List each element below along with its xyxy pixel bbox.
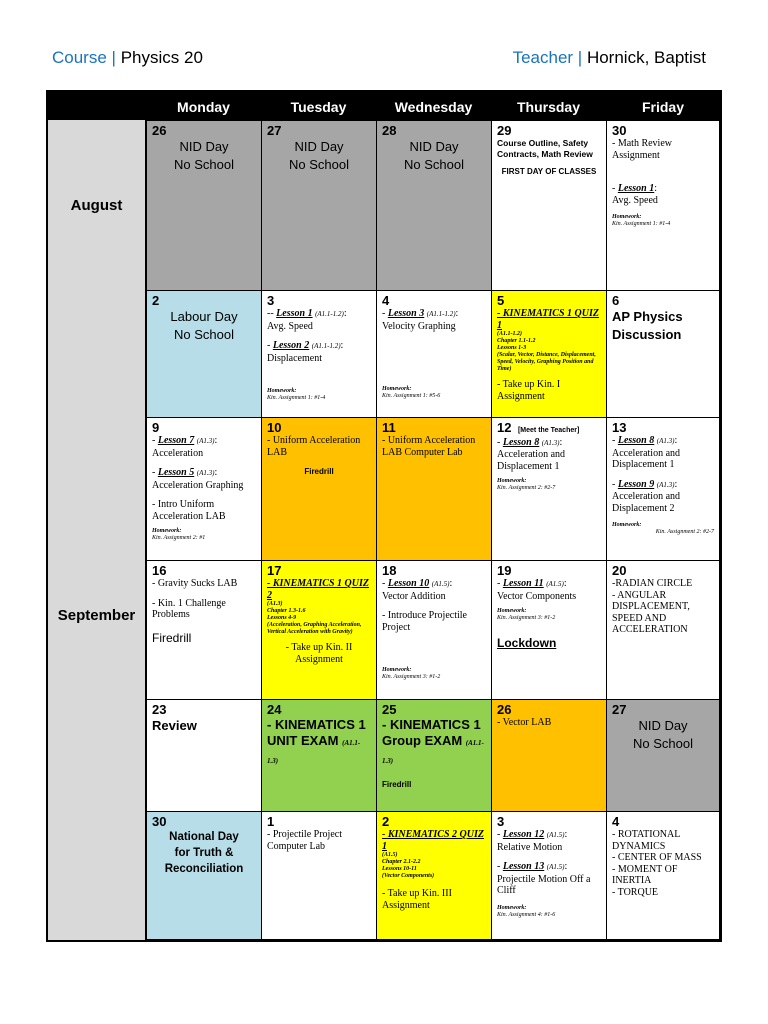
cell-sep-11	[376, 417, 492, 561]
cell-text: Reconciliation	[164, 863, 244, 875]
cell-sep-25	[376, 699, 492, 812]
lesson-label: Lesson 3	[387, 308, 425, 319]
cell-sep-24	[261, 699, 377, 812]
cell-oct-4	[606, 811, 720, 940]
day-number: 20	[612, 563, 627, 578]
lesson-label: Lesson 13	[502, 861, 545, 872]
course-key: Course	[52, 48, 107, 67]
ref-text: (A1.3)	[196, 437, 215, 445]
homework-label: Homework:	[382, 386, 412, 392]
course-value: Physics 20	[120, 48, 203, 67]
cell-text: - TORQUE	[612, 886, 659, 898]
day-number: 1	[267, 814, 275, 829]
cell-aug-26	[146, 120, 262, 291]
day-number: 11	[382, 420, 396, 435]
exam-title: - KINEMATICS 1 UNIT EXAM	[267, 717, 366, 748]
day-number: 12	[497, 420, 512, 435]
day-number: 2	[382, 814, 390, 829]
day-number: 26	[497, 702, 512, 717]
quiz-title: - KINEMATICS 1 QUIZ 2	[267, 578, 369, 601]
cell-text: NID Day	[179, 139, 229, 154]
cell-text: - CENTER OF MASS	[612, 852, 702, 863]
lesson-label: Lesson 10	[387, 578, 430, 589]
homework-label: Homework:	[497, 608, 527, 614]
quiz-title: - KINEMATICS 1 QUIZ 1	[497, 308, 599, 331]
cell-sep-10	[261, 417, 377, 561]
cell-text: NID Day	[638, 718, 688, 733]
homework-text: Kin. Assignment 3: #1-2	[497, 615, 556, 621]
day-thursday: Thursday	[516, 99, 580, 115]
day-number: 19	[497, 563, 512, 578]
cell-aug-30	[606, 120, 720, 291]
cell-sep-2	[146, 290, 262, 418]
cell-sep-23	[146, 699, 262, 812]
ref-text: (A1.5)	[546, 863, 565, 871]
cell-text: Acceleration	[152, 447, 204, 459]
ref-text: (A1.5)	[431, 580, 450, 588]
day-number: 5	[497, 293, 505, 308]
meet-teacher-note: [Meet the Teacher]	[517, 427, 580, 434]
cell-sep-27	[606, 699, 720, 812]
cell-text: AP Physics	[612, 309, 683, 324]
cell-text: No School	[174, 327, 234, 342]
cell-aug-29	[491, 120, 607, 291]
ref-text: (A1.3)	[267, 601, 283, 607]
cell-text: Acceleration Graphing	[152, 479, 244, 491]
cell-sep-12: 12 [Meet the Teacher] - Lesson 8 (A1.3): Acceleration and Displacement 1 Homework: Kin. Assignment 2: #2-7	[491, 417, 607, 561]
lesson-label: Lesson 1	[276, 308, 313, 319]
homework-text: Kin. Assignment 1: #1-4	[612, 221, 671, 227]
cell-text: Displacement	[267, 352, 322, 364]
cell-text: Acceleration and Displacement 1	[497, 449, 566, 472]
cell-oct-3: 3 - Lesson 12 (A1.5): Relative Motion - Lesson 13 (A1.5): Projectile Motion Off a Cliff Homework: Kin. Assignment 4: #1-6	[491, 811, 607, 940]
cell-sep-17	[261, 560, 377, 700]
homework-label: Homework:	[152, 528, 182, 534]
lesson-line: - Lesson 1:	[612, 183, 658, 194]
first-day-note: FIRST DAY OF CLASSES	[501, 167, 597, 176]
homework-label: Homework:	[612, 522, 642, 528]
cell-text: - Uniform Acceleration LAB Computer Lab	[382, 435, 476, 458]
day-number: 30	[152, 814, 167, 829]
day-number: 9	[152, 420, 160, 435]
cell-text: Relative Motion	[497, 841, 563, 853]
day-number: 10	[267, 420, 282, 435]
cell-text: No School	[174, 157, 234, 172]
cell-sep-13: 13 - Lesson 8 (A1.3): Acceleration and Displacement 1 - Lesson 9 (A1.3): Acceleration and Displacement 2 Homework: Kin. Assignment 2: #2-7	[606, 417, 720, 561]
lesson-label: Lesson 8	[617, 435, 655, 446]
cell-text: Projectile Motion Off a Cliff	[497, 873, 591, 896]
cell-text: No School	[289, 157, 349, 172]
cell-text: - Projectile Project Computer Lab	[267, 829, 342, 852]
day-number: 2	[152, 293, 160, 308]
cell-text: Acceleration and Displacement 2	[612, 491, 681, 514]
cell-text: National Day	[169, 831, 239, 843]
day-friday: Friday	[641, 99, 684, 115]
day-number: 29	[497, 123, 512, 138]
day-number: 27	[267, 123, 282, 138]
cell-text: No School	[633, 736, 693, 751]
calendar-grid	[46, 90, 722, 942]
cell-sep-3: 3 -- Lesson 1 (A1.1-1.2): Avg. Speed - Lesson 2 (A1.1-1.2): Displacement Homework: Kin. Assignment 1: #1-4	[261, 290, 377, 418]
ref-text: (A1.1-1.3)	[267, 739, 361, 765]
lessons-text: Lessons 4-9	[267, 615, 297, 621]
ref-text: (A1.3)	[196, 469, 215, 477]
cell-text: Avg. Speed	[612, 194, 658, 206]
day-number: 13	[612, 420, 627, 435]
day-number: 28	[382, 123, 397, 138]
teacher-key: Teacher	[512, 48, 574, 67]
day-number: 23	[152, 702, 167, 717]
homework-label: Homework:	[612, 214, 642, 220]
cell-sep-6	[606, 290, 720, 418]
ref-text: (A1.1-1.2)	[497, 331, 522, 337]
lesson-label: Lesson 8	[502, 436, 540, 448]
cell-text: - Introduce Projectile Project	[382, 610, 467, 633]
cell-text: Velocity Graphing	[382, 320, 456, 332]
cell-oct-1	[261, 811, 377, 940]
cell-text: - ANGULAR DISPLACEMENT, SPEED AND ACCELERATION	[612, 589, 690, 635]
firedrill-note: Firedrill	[304, 467, 334, 476]
cell-text: - Kin. 1 Challenge Problems	[152, 597, 226, 620]
cell-sep-18: 18 - Lesson 10 (A1.5): Vector Addition - Introduce Projectile Project Homework: Kin. Assignment 3: #1-2	[376, 560, 492, 700]
ref-text: (A1.5)	[546, 580, 564, 588]
course-header	[52, 48, 203, 68]
cell-text: -RADIAN CIRCLE	[612, 578, 693, 589]
day-number: 18	[382, 563, 397, 578]
ref-text: (A1.5)	[546, 831, 565, 839]
day-number: 3	[267, 293, 275, 308]
ref-text: (A1.1-1.2)	[311, 342, 341, 350]
cell-aug-27	[261, 120, 377, 291]
cell-text: Review	[152, 718, 197, 733]
firedrill-note: Firedrill	[382, 780, 412, 789]
cell-text: - Math Review Assignment	[612, 138, 672, 161]
homework-label: Homework:	[267, 388, 297, 394]
day-number: 25	[382, 702, 397, 717]
homework-label: Homework:	[382, 667, 412, 673]
cell-text: - Take up Kin. III Assignment	[382, 888, 452, 911]
cell-sep-4: 4 - Lesson 3 (A1.1-1.2): Velocity Graphing Homework: Kin. Assignment 1: #5-6	[376, 290, 492, 418]
cell-text: - Intro Uniform Acceleration LAB	[152, 499, 226, 522]
exam-title: - KINEMATICS 1 Group EXAM	[382, 717, 481, 748]
ref-text: (A1.1-1.2)	[315, 310, 344, 318]
teacher-sep: |	[577, 48, 583, 67]
day-number: 6	[612, 293, 620, 308]
homework-label: Homework:	[497, 478, 527, 484]
cell-text: Course Outline, Safety Contracts, Math Review	[497, 138, 593, 159]
homework-text: Kin. Assignment 2: #2-7	[497, 485, 556, 491]
cell-sep-20	[606, 560, 720, 700]
cell-text: Labour Day	[170, 309, 238, 324]
lesson-label: Lesson 5	[157, 467, 195, 478]
day-number: 4	[612, 814, 620, 829]
cell-sep-19: 19 - Lesson 11 (A1.5): Vector Components Homework: Kin. Assignment 3: #1-2 Lockdown	[491, 560, 607, 700]
chapter-text: Chapter 1.3-1.6	[267, 608, 306, 614]
cell-text: for Truth &	[174, 847, 234, 859]
day-tuesday: Tuesday	[290, 99, 347, 115]
day-number: 4	[382, 293, 390, 308]
ref-text: (A1.3)	[541, 438, 560, 447]
homework-text: Kin. Assignment 1: #1-4	[267, 395, 326, 401]
cell-text: - Take up Kin. I Assignment	[497, 379, 561, 402]
ref-text: (A1.1-1.3)	[382, 739, 484, 765]
cell-text: NID Day	[409, 139, 459, 154]
lesson-label: Lesson 11	[502, 578, 544, 589]
month-september: September	[48, 290, 146, 940]
cell-aug-28	[376, 120, 492, 291]
homework-text: Kin. Assignment 4: #1-6	[497, 911, 556, 918]
teacher-value: Hornick, Baptist	[586, 48, 706, 67]
cell-text: Avg. Speed	[267, 320, 313, 332]
firedrill-note: Firedrill	[152, 630, 192, 645]
lesson-label: Lesson 9	[617, 478, 655, 490]
cell-text: Vector Components	[497, 590, 577, 602]
month-august: August	[48, 120, 146, 290]
cell-text: - Vector LAB	[497, 717, 552, 728]
cell-sep-5	[491, 290, 607, 418]
lesson-label: Lesson 1	[617, 183, 655, 194]
day-monday: Monday	[177, 99, 230, 115]
cell-text: - Take up Kin. II Assignment	[285, 642, 353, 665]
day-number: 24	[267, 702, 282, 717]
lesson-label: Lesson 12	[502, 829, 545, 840]
cell-text: Acceleration and Displacement 1	[612, 447, 681, 470]
day-number: 3	[497, 814, 505, 829]
teacher-header	[513, 48, 706, 68]
cell-text: Vector Addition	[382, 590, 446, 602]
ref-text: (A1.1-1.2)	[426, 310, 456, 318]
topics-text: (Vector Components)	[382, 873, 435, 879]
homework-text: Kin. Assignment 2: #1	[152, 535, 206, 541]
cell-text: - Uniform Acceleration LAB	[267, 435, 361, 458]
ref-text: (A1.3)	[656, 480, 675, 489]
lesson-label: Lesson 7	[157, 435, 195, 446]
day-header-row	[48, 92, 720, 120]
ref-text: (A1.5)	[382, 852, 398, 858]
day-number: 26	[152, 123, 167, 138]
homework-label: Homework:	[497, 904, 527, 911]
day-number: 27	[612, 702, 627, 717]
lessons-text: Lessons 1-3	[497, 345, 527, 351]
homework-text: Kin. Assignment 3: #1-2	[382, 674, 441, 680]
lesson-label: Lesson 2	[272, 340, 310, 351]
cell-text: Discussion	[612, 327, 682, 342]
cell-text: No School	[404, 157, 464, 172]
chapter-text: Chapter 2.1-2.2	[382, 859, 421, 865]
topics-text: (Acceleration, Graphing Acceleration, Vertical Acceleration with Gravity)	[267, 622, 362, 635]
ref-text: (A1.3)	[656, 437, 675, 445]
chapter-text: Chapter 1.1-1.2	[497, 338, 536, 344]
homework-text: Kin. Assignment 1: #5-6	[382, 393, 441, 399]
quiz-title: - KINEMATICS 2 QUIZ 1	[382, 829, 484, 852]
cell-sep-26	[491, 699, 607, 812]
homework-text: Kin. Assignment 2: #2-7	[655, 529, 714, 535]
day-number: 16	[152, 563, 167, 578]
cell-sep-16	[146, 560, 262, 700]
cell-text: - ROTATIONAL DYNAMICS	[612, 829, 680, 852]
cell-sep-30	[146, 811, 262, 940]
day-number: 17	[267, 563, 282, 578]
cell-oct-2	[376, 811, 492, 940]
day-wednesday: Wednesday	[394, 99, 473, 115]
cell-sep-9: 9 - Lesson 7 (A1.3): Acceleration - Lesson 5 (A1.3): Acceleration Graphing - Intro Uniform Acceleration LAB Homework: Kin. Assignment 2: #1	[146, 417, 262, 561]
lockdown-note: Lockdown	[497, 636, 557, 650]
topics-text: (Scalar, Vector, Distance, Displacement, Speed, Velocity, Graphing Position and Time)	[497, 352, 596, 372]
cell-text: - Gravity Sucks LAB	[152, 578, 238, 589]
lessons-text: Lessons 10-11	[382, 866, 417, 872]
day-number: 30	[612, 123, 627, 138]
cell-text: NID Day	[294, 139, 344, 154]
course-sep: |	[111, 48, 116, 67]
cell-text: - MOMENT OF INERTIA	[612, 863, 678, 886]
